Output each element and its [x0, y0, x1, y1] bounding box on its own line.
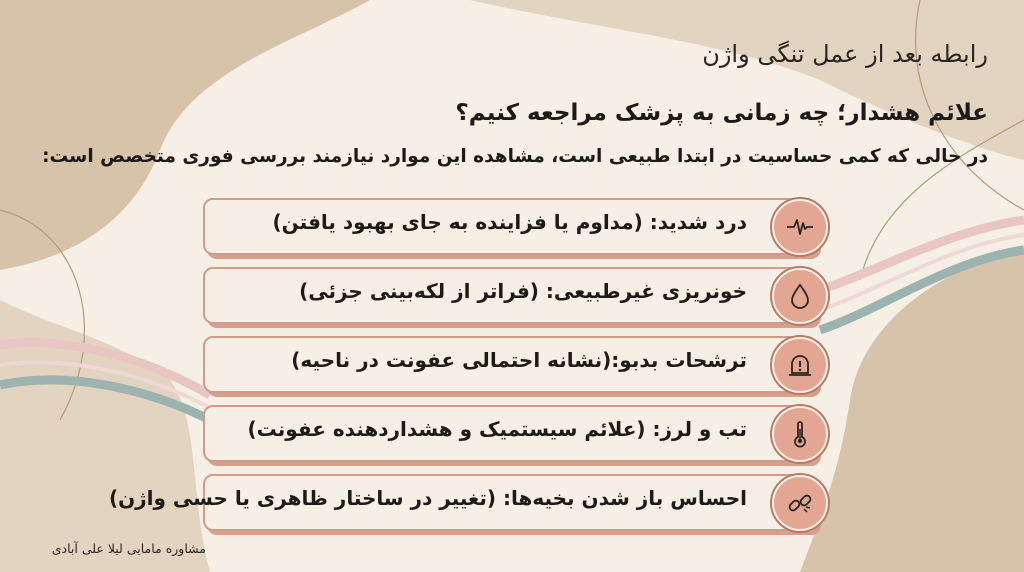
item-text: احساس باز شدن بخیه‌ها: (تغییر در ساختار ظاهری یا حسی واژن): [108, 486, 747, 510]
intro-text: در حالی که کمی حساسیت در ابتدا طبیعی است، مشاهده این موارد نیازمند بررسی فوری متخصص است:: [42, 146, 988, 167]
alert-icon: [785, 350, 815, 380]
list-item: [108, 474, 819, 532]
drop-icon: [785, 281, 815, 311]
item-text: خونریزی غیرطبیعی: (فراتر از لکه‌بینی جزئی): [299, 279, 747, 303]
thermometer-icon: [785, 419, 815, 449]
pulse-icon: [785, 212, 815, 242]
icon-badge: [772, 337, 828, 393]
section-heading: علائم هشدار؛ چه زمانی به پزشک مراجعه کنیم؟: [455, 100, 988, 126]
list-item: [203, 405, 819, 463]
icon-badge: [772, 475, 828, 531]
item-text: تب و لرز: (علائم سیستمیک و هشداردهنده عفونت): [247, 417, 747, 441]
footer-credit: مشاوره مامایی لیلا علی آبادی: [51, 541, 206, 556]
list-item: [203, 336, 819, 394]
item-text: درد شدید: (مداوم یا فزاینده به جای بهبود یافتن): [272, 210, 747, 234]
broken-link-icon: [785, 488, 815, 518]
warning-signs-list: [108, 198, 819, 543]
icon-badge: [772, 406, 828, 462]
list-item: [203, 267, 819, 325]
page-title: رابطه بعد از عمل تنگی واژن: [702, 40, 988, 68]
icon-badge: [772, 268, 828, 324]
icon-badge: [772, 199, 828, 255]
item-text: ترشحات بدبو:(نشانه احتمالی عفونت در ناحیه): [291, 348, 747, 372]
list-item: [203, 198, 819, 256]
